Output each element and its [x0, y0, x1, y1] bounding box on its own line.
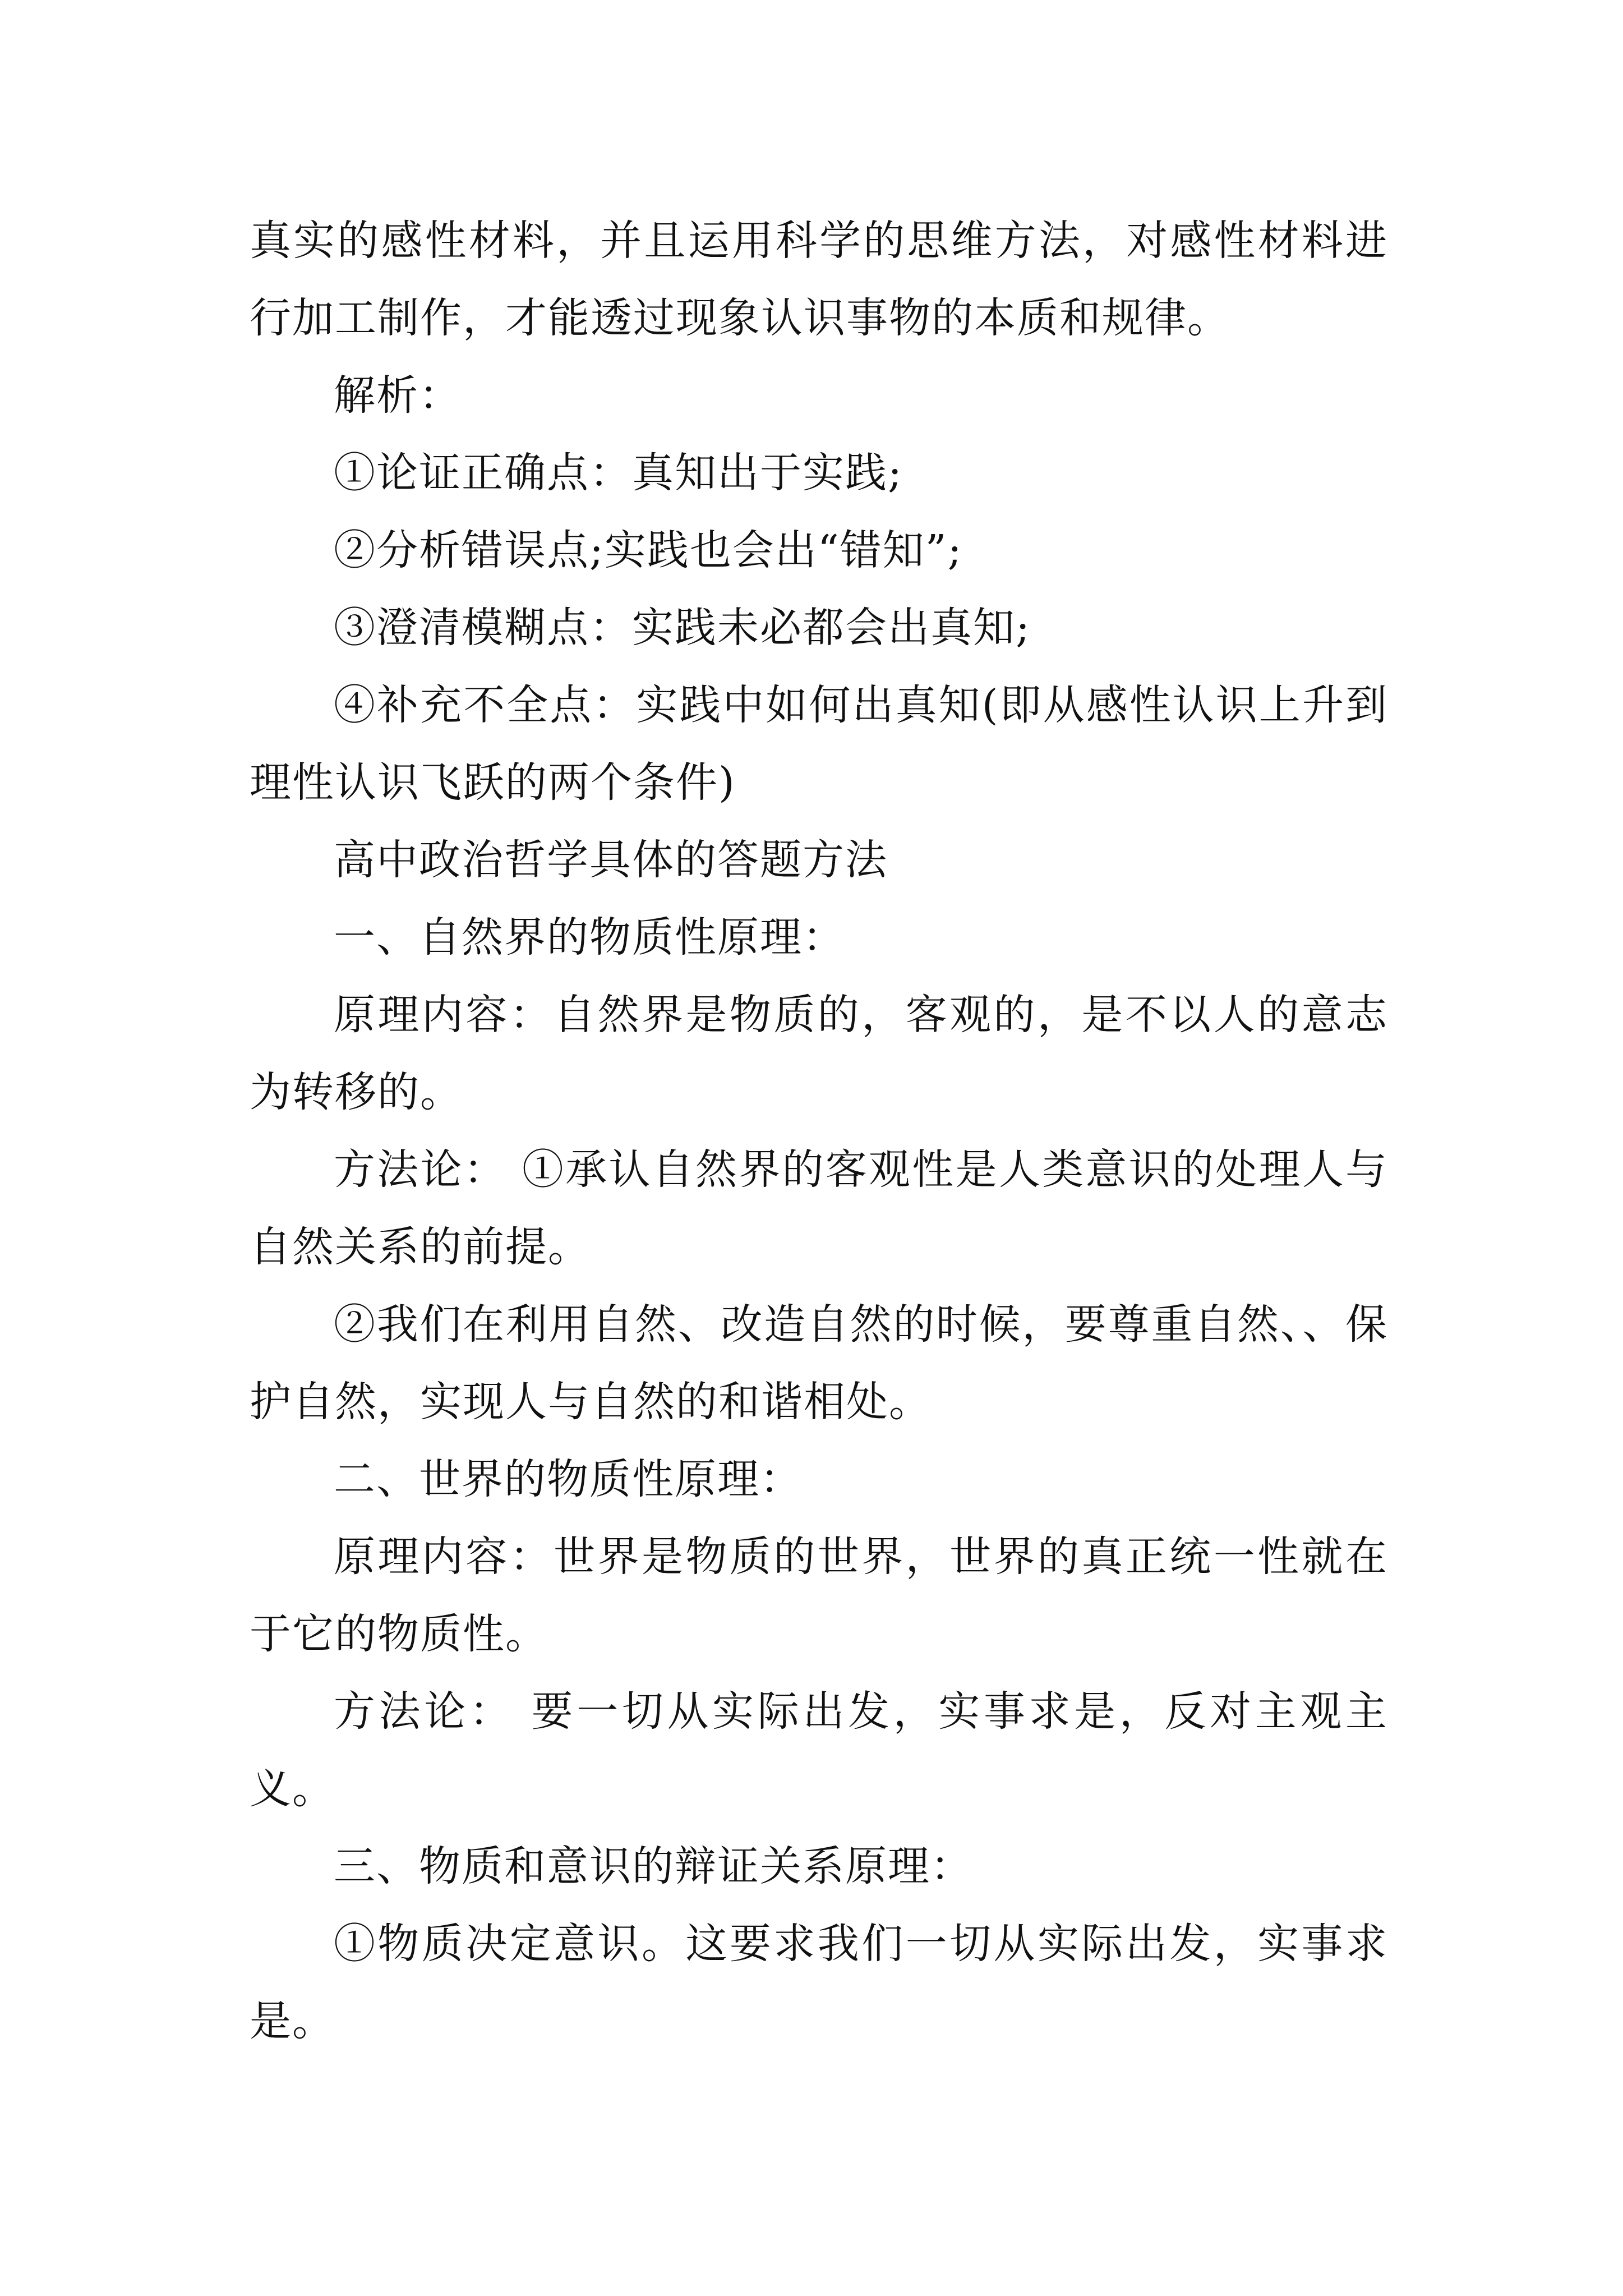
paragraph-point-4: ④补充不全点：实践中如何出真知(即从感性认识上升到理性认识飞跃的两个条件) [250, 681, 1388, 807]
paragraph-matter-decides: ①物质决定意识。这要求我们一切从实际出发，实事求是。 [250, 1920, 1388, 2045]
paragraph-continuation: 真实的感性材料，并且运用科学的思维方法，对感性材料进行加工制作，才能透过现象认识事物的本质和规律。 [250, 217, 1388, 342]
paragraph-nature-method-2: ②我们在利用自然、改造自然的时候，要尊重自然、、保护自然，实现人与自然的和谐相处。 [250, 1300, 1388, 1426]
heading-nature-materiality: 一、自然界的物质性原理： [334, 913, 845, 961]
paragraph-point-1: ①论证正确点：真知出于实践; [334, 449, 903, 497]
paragraph-point-3: ③澄清模糊点：实践未必都会出真知; [334, 604, 1031, 652]
paragraph-nature-principle: 原理内容：自然界是物质的，客观的，是不以人的意志为转移的。 [250, 991, 1388, 1116]
heading-matter-consciousness: 三、物质和意识的辩证关系原理： [334, 1842, 973, 1890]
heading-world-materiality: 二、世界的物质性原理： [334, 1455, 803, 1503]
paragraph-point-2: ②分析错误点;实践也会出“错知”; [334, 526, 963, 574]
paragraph-analysis-heading: 解析： [334, 371, 462, 420]
section-title: 高中政治哲学具体的答题方法 [334, 836, 888, 884]
paragraph-nature-method-1: 方法论： ①承认自然界的客观性是人类意识的处理人与自然关系的前提。 [250, 1145, 1388, 1271]
paragraph-world-method: 方法论： 要一切从实际出发，实事求是，反对主观主义。 [250, 1687, 1388, 1813]
paragraph-world-principle: 原理内容：世界是物质的世界，世界的真正统一性就在于它的物质性。 [250, 1533, 1388, 1658]
document-body [250, 202, 1388, 2060]
